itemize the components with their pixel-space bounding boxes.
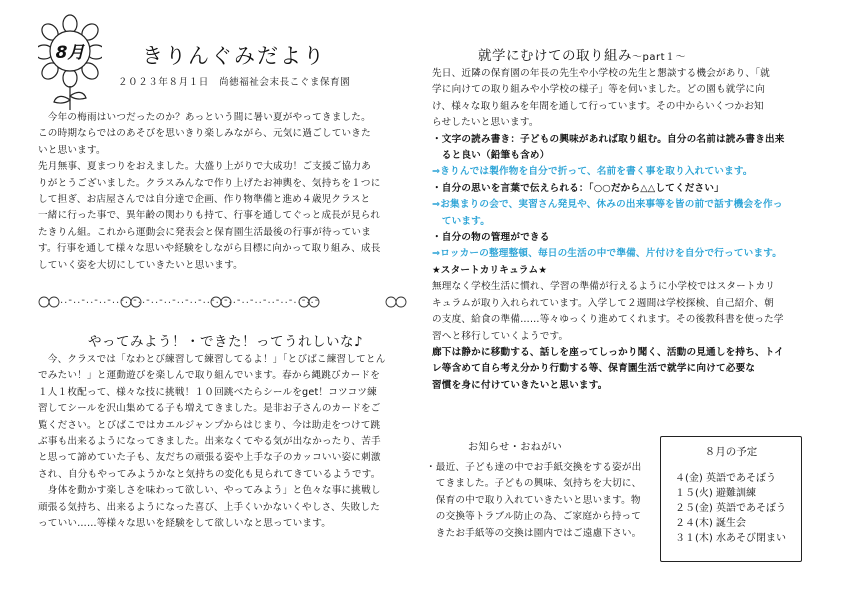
challenge-line: ぶ事も出来るようになってきました。出来なくてやる気が出なかったり、苦手 (38, 436, 381, 448)
school-line: 習慣を身に付けていきたいと思います。 (432, 379, 608, 391)
month-badge-text: 8月 (55, 43, 85, 63)
school-line: ⇒お集まりの会で、実習さん発見や、休みの出来事等を皆の前で話す機会を作っ (432, 199, 783, 211)
notice-line: 保育の中で取り入れていきたいと思います。物 (426, 494, 641, 506)
school-line: ています。 (432, 215, 490, 227)
school-line: レ等含めて自ら考え分かり行動する等、保育園生活で就学に向けて必要な (432, 363, 756, 375)
notice-line: きたお手紙等の交換は園内ではご遠慮下さい。 (426, 527, 642, 539)
school-line: け、様々な取り組みを年間を通して行っています。その中からいくつかお知 (432, 100, 764, 112)
school-line: ⇒ロッカーの整理整頓、毎日の生活の中で準備、片付けを自分で行っています。 (432, 248, 783, 260)
intro-line: 先月無事、夏まつりをおえました。大盛り上がりで大成功！ご支援ご協力あ (38, 161, 371, 173)
section-title-school-main: 就学にむけての取り組み (478, 48, 632, 64)
schedule-item: １５(火) 避難訓練 (675, 488, 756, 499)
section-title-school (478, 44, 686, 64)
school-line: ・自分の思いを言葉で伝えられる：「○○だから△△してください」 (432, 182, 724, 194)
intro-line: していく姿を大切にしていきたいと思います。 (38, 259, 243, 271)
school-line: 習へと移行していくようです。 (432, 330, 569, 342)
intro-text (38, 110, 418, 274)
intro-line: この時期ならではのあそびを思いきり楽しみながら、元気に過ごしていきた (38, 128, 371, 140)
school-line: 先日、近隣の保育園の年長の先生や小学校の先生と懇談する機会があり、「就 (432, 68, 770, 79)
school-line: 無理なく学校生活に慣れ、学習の準備が行えるように小学校ではスタートカリ (432, 281, 776, 293)
challenge-line: っていい……等様々な思いを経験をして欲しいなと思っています。 (38, 518, 332, 530)
month-badge (38, 14, 102, 112)
schedule-title: ８月の予定 (704, 446, 758, 458)
challenge-line: １人１枚配って、様々な技に挑戦！１０回跳べたらシールをget！コツコツ練 (38, 386, 377, 398)
schedule-box (660, 436, 802, 562)
notice-line: の交換等トラブル防止の為、ご家庭から持って (426, 511, 642, 523)
schedule-item: ２５(金) 英語であそぼう (675, 503, 786, 514)
challenge-line: でみたい！」と運動遊びを楽しんで取り組んでいます。春から縄跳びカードを (38, 370, 381, 382)
intro-line: たきりん組。これから運動会に発表会と保育園生活最後の行事が待っていま (38, 226, 371, 238)
section-title-school-sub: ～part１～ (632, 52, 687, 63)
intro-line: 今年の梅雨はいつだったのか？あっという間に暑い夏がやってきました。 (38, 112, 371, 123)
intro-line: す。行事を通して様々な思いや経験をしながら目標に向かって取り組み、成長 (38, 243, 381, 255)
date-org: ２０２３年８月１日 尚徳福祉会末長こぐま保育園 (118, 77, 351, 88)
intro-line: いと思います。 (38, 144, 106, 156)
decoration-dots: ..-..-..-..-..-..-..-..-..-..-..-..-..-..-..-..-..-..-..-..- (60, 295, 320, 306)
page-title: きりんぐみだより (142, 44, 326, 68)
schedule-item: ４(金) 英語であそぼう (675, 473, 776, 484)
challenge-text (38, 352, 418, 532)
sunflower-icon (38, 14, 102, 112)
school-line: キュラムが取り入れられています。入学して２週間は学校探検、自己紹介、朝 (432, 297, 774, 309)
intro-line: りがとうございました。クラスみんなで作り上げたお神輿を、気持ちを１つに (38, 177, 381, 189)
section-title-challenge: やってみよう！・できた！ってうれしいな♪ (88, 334, 364, 350)
school-line: 学に向けての取り組みや小学校の様子」等を伺いました。どの園も就学に向 (432, 84, 765, 96)
school-line: ⇒きりんでは製作物を自分で折って、名前を書く事を取り入れています。 (432, 166, 753, 178)
challenge-line: 覧ください。とびばこではカエルジャンプからはじまり、今は助走をつけて跳 (38, 419, 381, 431)
notice-text (426, 460, 656, 542)
school-line: ・自分の物の管理ができる (432, 232, 550, 244)
school-line: ると良い（鉛筆も含め） (432, 150, 550, 162)
challenge-line: 身体を動かす楽しさを味わって欲しい、やってみよう」と色々な事に挑戦し (38, 485, 381, 497)
decoration-row (36, 292, 416, 312)
challenge-line: され、自分もやってみようかなと気持ちの変化も見られてきているようです。 (38, 468, 381, 480)
intro-line: 一緒に行った事で、異年齢の関わりも持て、行事を通してぐっと成長が見られ (38, 210, 381, 222)
notice-line: てきました。子どもの興味、気持ちを大切に、 (426, 478, 642, 490)
school-line: ★スタートカリキュラム★ (432, 264, 548, 276)
challenge-line: と思って諦めていた子も、友だちの頑張る姿や上手な子のカッコいい姿に刺激 (38, 452, 381, 464)
challenge-line: 今、クラスでは「なわとび練習して練習してるよ！」「とびばこ練習してとん (38, 354, 386, 365)
school-text (432, 66, 816, 394)
intro-line: して担ぎ、お店屋さんでは自分達で企画、作り物準備と進め４歳児クラスと (38, 194, 371, 206)
schedule-item: ３１(木) 水あそび閉まい (675, 533, 786, 544)
school-line: らせしたいと思います。 (432, 117, 539, 129)
challenge-line: 習してシールを沢山集めてる子も増えてきました。是非お子さんのカードをご (38, 403, 381, 415)
notice-line: ・最近、子ども達の中でお手紙交換をする姿が出 (426, 462, 642, 473)
schedule-item: ２４(木) 誕生会 (675, 518, 746, 529)
school-line: 廊下は静かに移動する、話しを座ってしっかり聞く、活動の見通しを持ち、トイ (432, 346, 784, 358)
school-line: の支度、給食の準備……等々ゆっくり進めてくれます。その後教科書を使った学 (432, 314, 784, 326)
notice-title: お知らせ・おねがい (468, 442, 563, 453)
school-line: ・文字の読み書き：子どもの興味があれば取り組む。自分の名前は読み書き出来 (432, 133, 785, 145)
schedule-list (675, 471, 799, 546)
challenge-line: 頑張る気持ち、出来るようになった喜び、上手くいかないくやしさ、失敗した (38, 501, 381, 513)
